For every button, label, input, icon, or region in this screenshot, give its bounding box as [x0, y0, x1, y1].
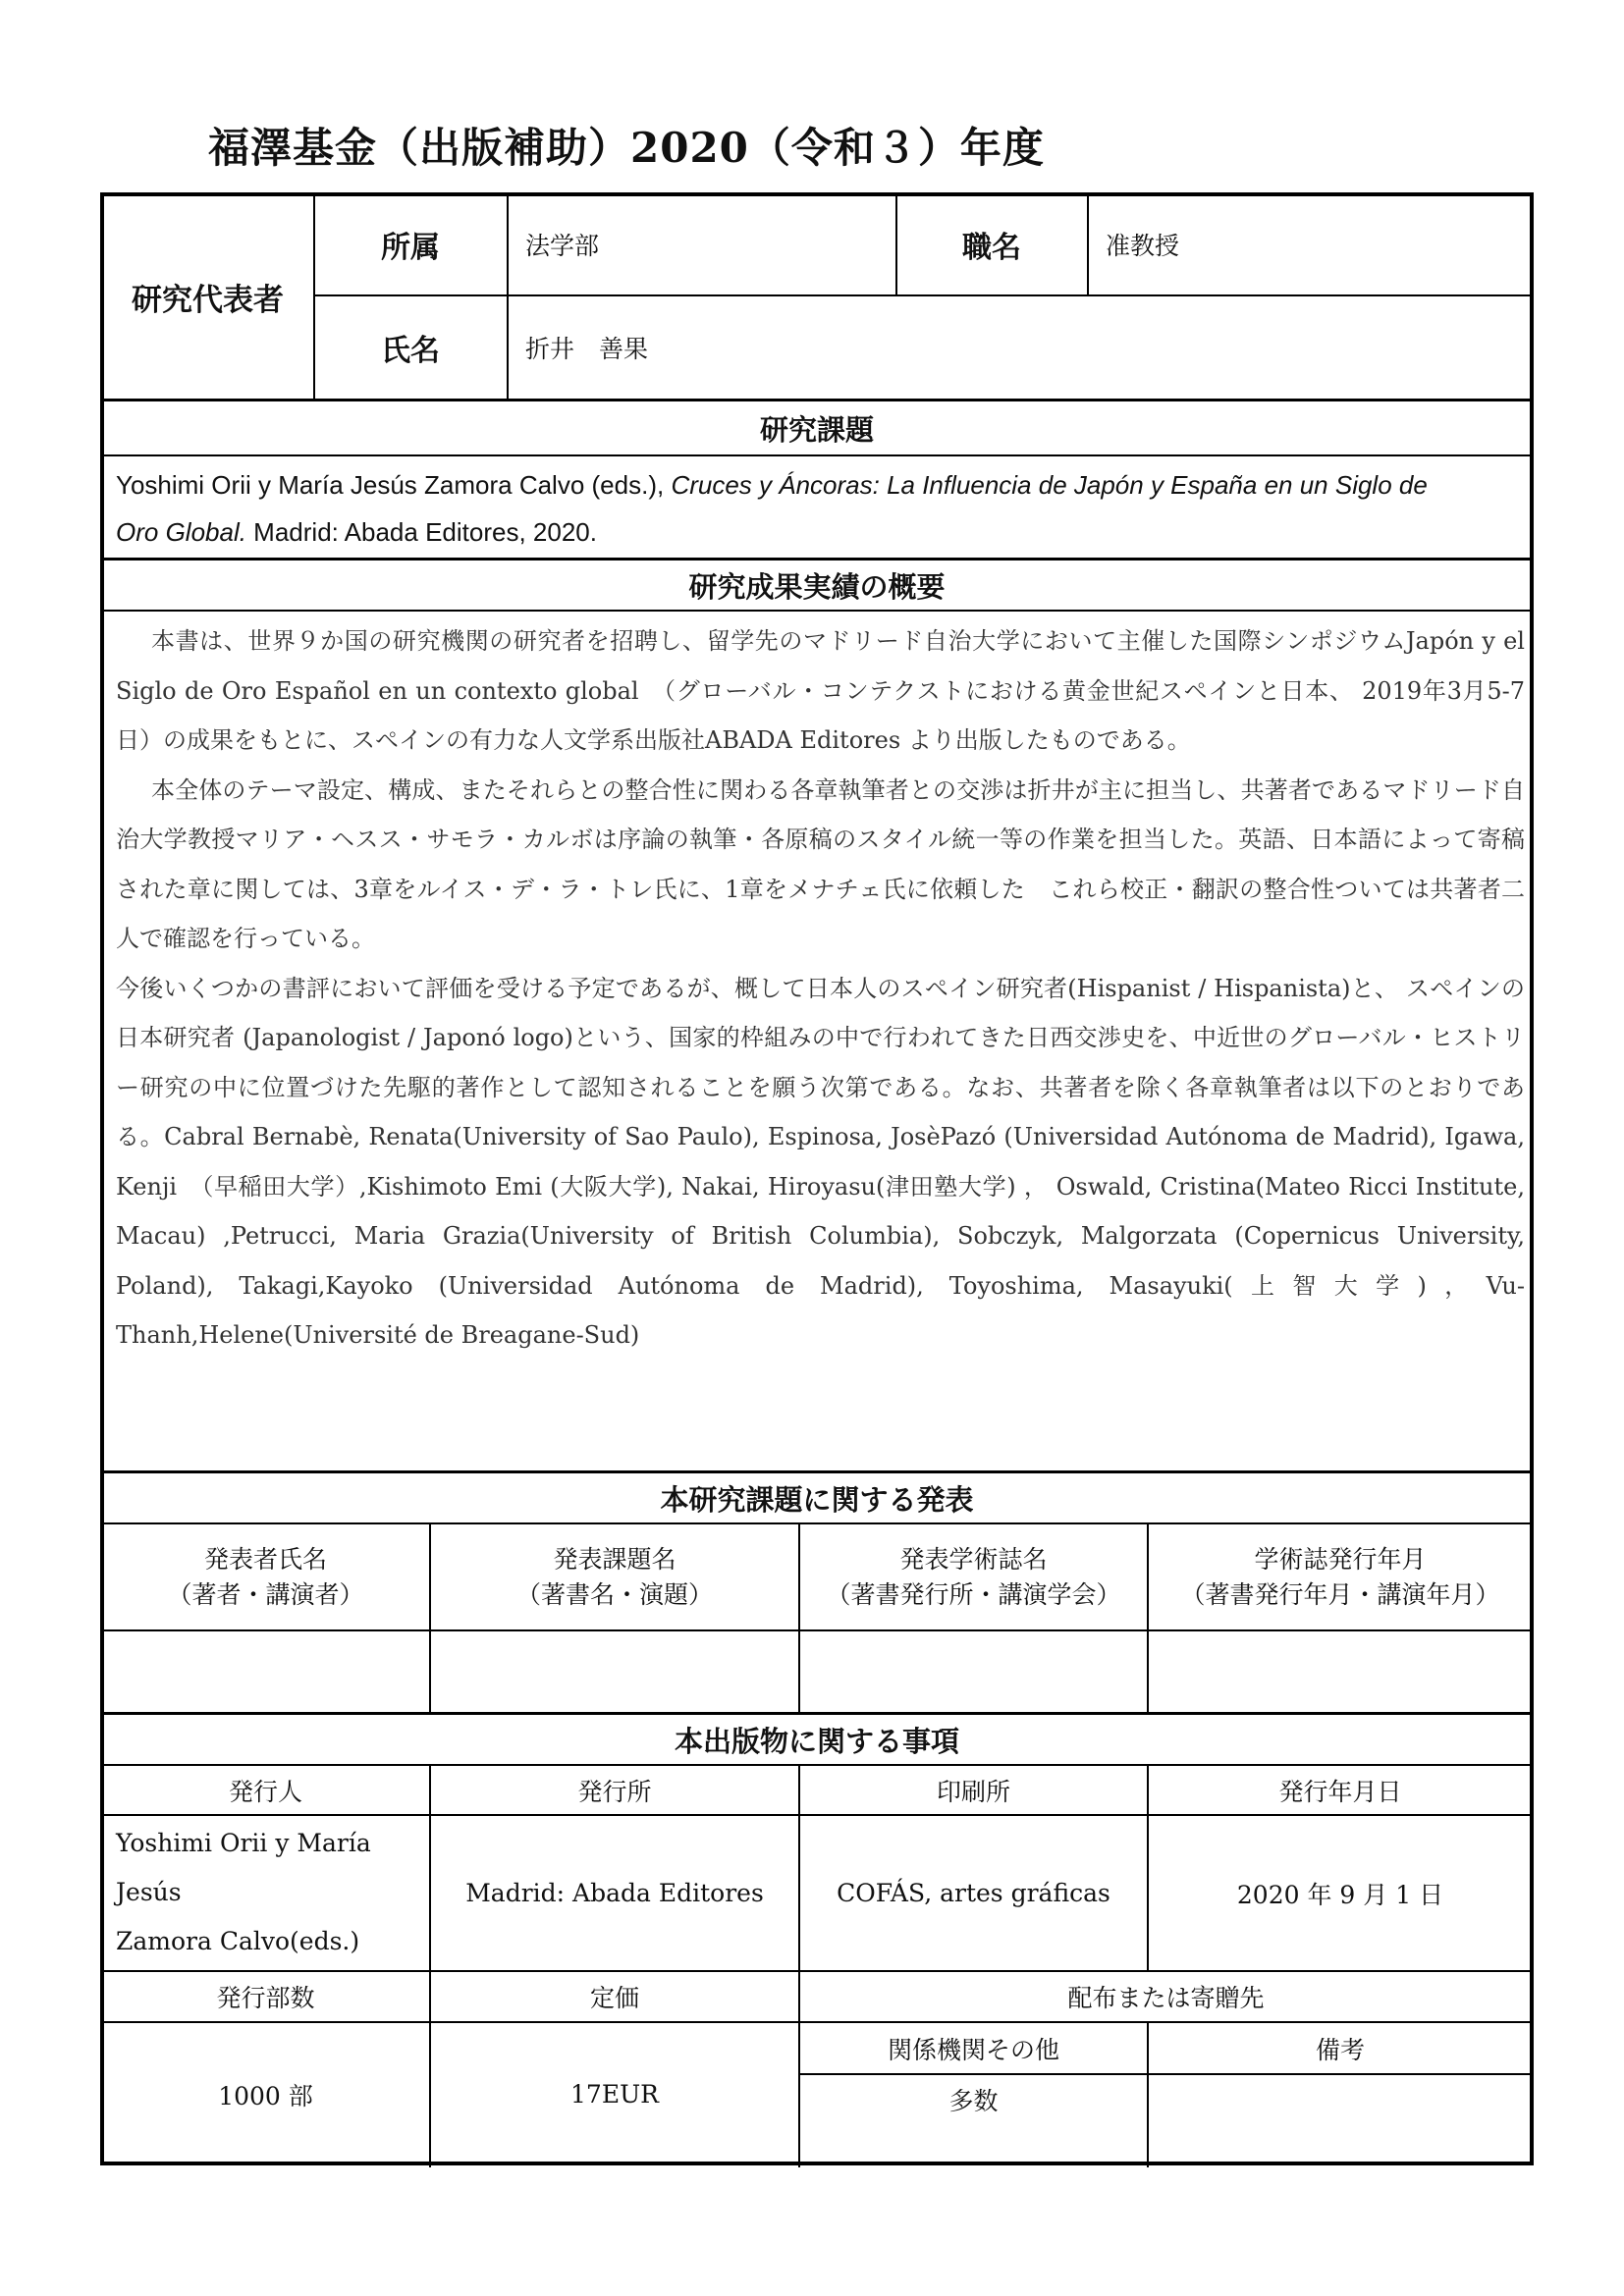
position-value: 准教授: [1106, 232, 1180, 260]
summary-paragraph: 本全体のテーマ設定、構成、またそれらとの整合性に関わる各章執筆者との交渉は折井が主に担当し、共著者であるマドリード自治大学教授マリア・ヘスス・サモラ・カルボは序論の執筆・各原稿のスタイル統一等の作業を担当した。英語、日本語によって寄稿された章に関しては、3章をルイス・デ・ラ・トレ氏に、1章をメナチェ氏に依頼した これら校正・翻訳の整合性ついては共著者二人で確認を行っている。: [116, 775, 1525, 952]
copies-value: 1000 部: [218, 2081, 313, 2110]
remarks-label: 備考: [1315, 2035, 1365, 2064]
presenter-column-header: 発表者氏名 （著者・講演者）: [167, 1544, 364, 1609]
research-topic-heading: 研究課題: [759, 412, 874, 447]
copies-label: 発行部数: [216, 1984, 315, 2012]
summary-heading: 研究成果実績の概要: [688, 569, 946, 604]
printer-value: COFÁS, artes gráficas: [837, 1879, 1110, 1907]
publisher-person-label: 発行人: [228, 1777, 302, 1806]
affiliation-label: 所属: [381, 231, 440, 265]
representative-label: 研究代表者: [132, 282, 284, 318]
position-label: 職名: [962, 231, 1021, 265]
presentations-heading: 本研究課題に関する発表: [660, 1482, 974, 1517]
related-label: 関係機関その他: [887, 2035, 1059, 2064]
summary-paragraph: 今後いくつかの書評において評価を受ける予定であるが、概して日本人のスペイン研究者(Hispanist / Hispanista)と、 スペインの日本研究者 (Japanologist / Japonó logo)という、国家的枠組みの中で行われてきた日西交渉史を、中近世のグローバル・ヒストリー研究の中に位置づけた先駆的著作として認知されることを願う次第である。なお、共著者を除く各章執筆者は以下のとおりである。Cabral Bernabè, Renata(University of Sao Paulo), Espinosa, JosèPazó (Universidad Autónoma de Madrid), Igawa, Kenji （早稲田大学）,Kishimoto Emi (大阪大学), Nakai, Hiroyasu(津田塾大学) ， Oswald, Cristina(Mateo Ricci Institute, Macau) ,Petrucci, Maria Grazia(University of British Columbia), Sobczyk, Malgorzata (Copernicus University, Poland), Takagi,Kayoko (Universidad Autónoma de Madrid), Toyoshima, Masayuki(上智大学)，Vu-Thanh,Helene(Université de Breagane-Sud): [116, 974, 1525, 1349]
name-value: 折井 善果: [525, 335, 649, 363]
name-label: 氏名: [381, 334, 440, 368]
publication-date-label: 発行年月日: [1278, 1777, 1402, 1806]
publisher-value: Madrid: Abada Editores: [465, 1879, 764, 1907]
publication-date-value: 2020 年 9 月 1 日: [1236, 1880, 1444, 1909]
price-label: 定価: [589, 1984, 639, 2012]
journal-date-column-header: 学術誌発行年月 （著書発行年月・講演年月）: [1180, 1544, 1500, 1609]
price-value: 17EUR: [570, 2080, 659, 2109]
summary-paragraph: 本書は、世界９か国の研究機関の研究者を招聘し、留学先のマドリード自治大学において主催した国際シンポジウムJapón y el Siglo de Oro Español en un contexto global （グローバル・コンテクストにおける黄金世紀スペインと日本、 2019年3月5-7日）の成果をもとに、スペインの有力な人文学系出版社ABADA Editores より出版したものである。: [116, 627, 1525, 754]
distribution-label: 配布または寄贈先: [1067, 1984, 1265, 2012]
publisher-person-value: Yoshimi Orii y María Jesús Zamora Calvo(eds.): [116, 1829, 371, 1955]
journal-column-header: 発表学術誌名 （著書発行所・講演学会）: [826, 1544, 1121, 1609]
publisher-label: 発行所: [577, 1777, 652, 1806]
research-topic-text: Yoshimi Orii y María Jesús Zamora Calvo (eds.), Cruces y Áncoras: La Influencia de Japón y España en un Siglo de Oro Global. Madrid: Abada Editores, 2020.: [116, 470, 1428, 547]
page-title: 福澤基金（出版補助）2020（令和３）年度: [208, 124, 1045, 172]
remarks-value: [1149, 2075, 1532, 2165]
affiliation-value: 法学部: [525, 232, 600, 260]
printer-label: 印刷所: [936, 1777, 1010, 1806]
publication-heading: 本出版物に関する事項: [674, 1724, 959, 1758]
related-value: 多数: [948, 2087, 999, 2115]
summary-text: [116, 616, 1525, 1361]
presentation-title-column-header: 発表課題名 （著書名・演題）: [515, 1544, 713, 1609]
